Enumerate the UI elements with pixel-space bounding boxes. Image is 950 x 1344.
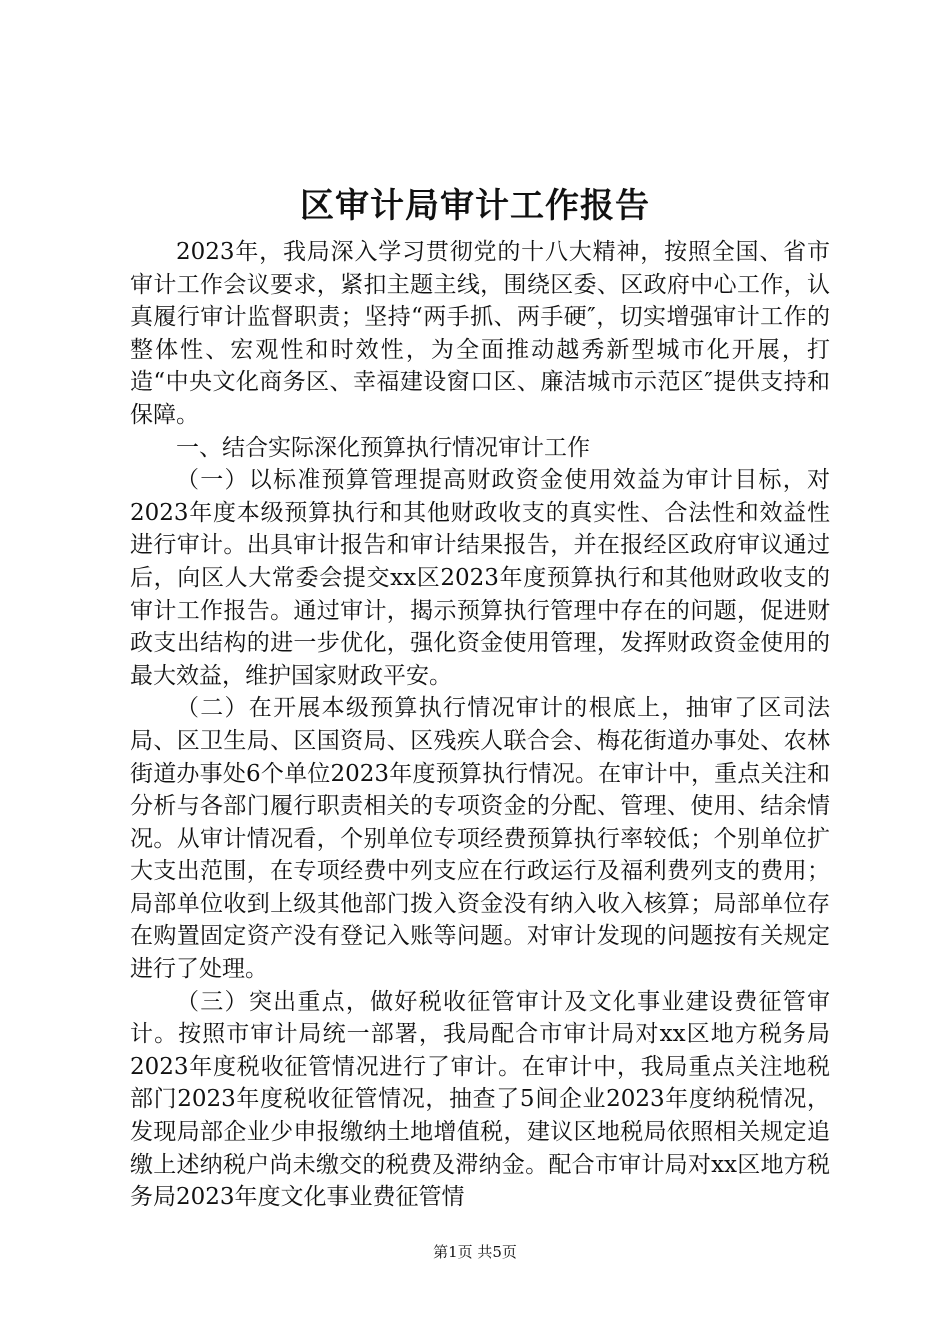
paragraph-item-1: （一）以标准预算管理提高财政资金使用效益为审计目标，对2023年度本级预算执行和其他财政收支的真实性、合法性和效益性进行审计。出具审计报告和审计结果报告，并在报经区政府审议通过后，向区人大常委会提交xx区2023年度预算执行和其他财政收支的审计工作报告。通过审计，揭示预算执行管理中存在的问题，促进财政支出结构的进一步优化，强化资金使用管理，发挥财政资金使用的最大效益，维护国家财政平安。 xyxy=(130,467,830,689)
intro-paragraph: 2023年，我局深入学习贯彻党的十八大精神，按照全国、省市审计工作会议要求，紧扣主题主线，围绕区委、区政府中心工作，认真履行审计监督职责；坚持“两手抓、两手硬″，切实增强审计工作的整体性、宏观性和时效性，为全面推动越秀新型城市化开展，打造“中央文化商务区、幸福建设窗口区、廉洁城市示范区″提供支持和保障。 xyxy=(130,239,830,428)
paragraph-item-3: （三）突出重点，做好税收征管审计及文化事业建设费征管审计。按照市审计局统一部署，我局配合市审计局对xx区地方税务局2023年度税收征管情况进行了审计。在审计中，我局重点关注地税部门2023年度税收征管情况，抽查了5间企业2023年度纳税情况，发现局部企业少申报缴纳土地增值税，建议区地税局依照相关规定追缴上述纳税户尚未缴交的税费及滞纳金。配合市审计局对xx区地方税务局2023年度文化事业费征管情 xyxy=(130,988,830,1211)
page-number-footer: 第1页 共5页 xyxy=(433,1243,517,1261)
section-heading-1: 一、结合实际深化预算执行情况审计工作 xyxy=(176,434,590,461)
document-title: 区审计局审计工作报告 xyxy=(300,186,650,226)
paragraph-item-2: （二）在开展本级预算执行情况审计的根底上，抽审了区司法局、区卫生局、区国资局、区残疾人联合会、梅花街道办事处、农林街道办事处6个单位2023年度预算执行情况。在审计中，重点关注和分析与各部门履行职责相关的专项资金的分配、管理、使用、结余情况。从审计情况看，个别单位专项经费预算执行率较低；个别单位扩大支出范围，在专项经费中列支应在行政运行及福利费列支的费用；局部单位收到上级其他部门拨入资金没有纳入收入核算；局部单位存在购置固定资产没有登记入账等问题。对审计发现的问题按有关规定进行了处理。 xyxy=(130,695,830,983)
document-body xyxy=(130,236,830,1214)
